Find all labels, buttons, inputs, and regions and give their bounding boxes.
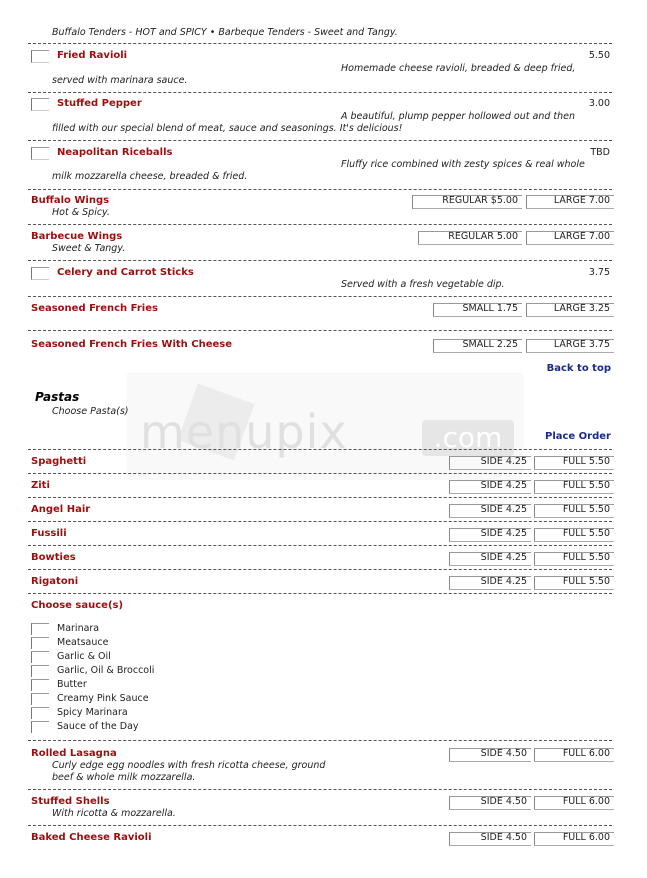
- checkbox[interactable]: [31, 50, 49, 63]
- item-option: SMALL 2.25: [462, 339, 518, 350]
- item-desc: Sweet & Tangy.: [52, 243, 126, 254]
- checkbox[interactable]: [31, 147, 49, 160]
- pasta-full-price: FULL 5.50: [562, 552, 610, 563]
- divider: [28, 521, 612, 522]
- divider: [28, 260, 612, 261]
- sauce-label: Spicy Marinara: [57, 707, 128, 718]
- pasta-name: Ziti: [31, 480, 50, 491]
- sauce-checkbox[interactable]: [31, 721, 49, 733]
- item-option: SIDE 4.50: [480, 832, 527, 843]
- item-name: Fried Ravioli: [57, 50, 128, 61]
- intro-text: Buffalo Tenders - HOT and SPICY • Barbeque Tenders - Sweet and Tangy.: [52, 27, 398, 38]
- section-heading: Pastas: [35, 390, 80, 404]
- divider: [28, 473, 612, 474]
- item-option: LARGE 7.00: [553, 195, 610, 206]
- sauce-label: Meatsauce: [57, 637, 109, 648]
- item-option: REGULAR 5.00: [448, 231, 518, 242]
- pasta-full-price: FULL 5.50: [562, 456, 610, 467]
- item-name: Seasoned French Fries With Cheese: [31, 339, 233, 350]
- item-name: Barbecue Wings: [31, 231, 123, 242]
- item-price: TBD: [590, 147, 610, 158]
- divider: [28, 92, 612, 93]
- pasta-full-price: FULL 5.50: [562, 528, 610, 539]
- divider: [28, 569, 612, 570]
- divider: [28, 330, 612, 331]
- item-option: LARGE 3.75: [553, 339, 610, 350]
- sauce-checkbox[interactable]: [31, 679, 49, 691]
- pasta-full-price: FULL 5.50: [562, 576, 610, 587]
- item-desc: milk mozzarella cheese, breaded & fried.: [52, 171, 248, 182]
- item-desc: served with marinara sauce.: [52, 75, 188, 86]
- divider: [28, 497, 612, 498]
- item-price: 3.00: [588, 98, 610, 109]
- pasta-full-price: FULL 5.50: [562, 504, 610, 515]
- watermark-com: .com: [422, 420, 514, 456]
- checkbox[interactable]: [31, 98, 49, 111]
- pasta-full-price: FULL 5.50: [562, 480, 610, 491]
- watermark-text: menupix: [140, 405, 348, 459]
- item-desc: beef & whole milk mozzarella.: [52, 772, 196, 783]
- item-option: FULL 6.00: [562, 832, 610, 843]
- divider: [28, 296, 612, 297]
- item-name: Baked Cheese Ravioli: [31, 832, 152, 843]
- item-option: LARGE 7.00: [553, 231, 610, 242]
- divider: [28, 140, 612, 141]
- item-desc: Curly edge egg noodles with fresh ricotta cheese, ground: [52, 760, 326, 771]
- sauce-label: Garlic, Oil & Broccoli: [57, 665, 155, 676]
- item-option: FULL 6.00: [562, 748, 610, 759]
- item-desc: A beautiful, plump pepper hollowed out and then: [341, 111, 576, 122]
- section-subheading: Choose Pasta(s): [52, 406, 129, 417]
- divider: [28, 43, 612, 44]
- pasta-name: Fussili: [31, 528, 67, 539]
- place-order-link[interactable]: Place Order: [544, 431, 611, 442]
- sauce-checkbox[interactable]: [31, 707, 49, 719]
- pasta-side-price: SIDE 4.25: [480, 456, 527, 467]
- item-option: FULL 6.00: [562, 796, 610, 807]
- item-option: LARGE 3.25: [553, 303, 610, 314]
- item-name: Stuffed Pepper: [57, 98, 142, 109]
- sauce-label: Creamy Pink Sauce: [57, 693, 149, 704]
- pasta-name: Spaghetti: [31, 456, 87, 467]
- sauce-label: Marinara: [57, 623, 100, 634]
- pasta-side-price: SIDE 4.25: [480, 480, 527, 491]
- divider: [28, 189, 612, 190]
- divider: [28, 449, 612, 450]
- sauce-checkbox[interactable]: [31, 665, 49, 677]
- item-name: Seasoned French Fries: [31, 303, 158, 314]
- divider: [28, 740, 612, 741]
- item-desc: With ricotta & mozzarella.: [52, 808, 176, 819]
- item-name: Rolled Lasagna: [31, 748, 117, 759]
- divider: [28, 545, 612, 546]
- divider: [28, 593, 612, 594]
- item-desc: Homemade cheese ravioli, breaded & deep fried,: [341, 63, 576, 74]
- pasta-name: Rigatoni: [31, 576, 79, 587]
- item-desc: Served with a fresh vegetable dip.: [341, 279, 505, 290]
- checkbox[interactable]: [31, 267, 49, 280]
- sauce-checkbox[interactable]: [31, 637, 49, 649]
- item-desc: filled with our special blend of meat, sauce and seasonings. It's delicious!: [52, 123, 403, 134]
- sauce-checkbox[interactable]: [31, 651, 49, 663]
- sauce-label: Butter: [57, 679, 87, 690]
- item-desc: Hot & Spicy.: [52, 207, 110, 218]
- sauce-heading: Choose sauce(s): [31, 600, 124, 611]
- divider: [28, 224, 612, 225]
- pasta-side-price: SIDE 4.25: [480, 504, 527, 515]
- item-name: Stuffed Shells: [31, 796, 110, 807]
- item-price: 3.75: [588, 267, 610, 278]
- item-option: SMALL 1.75: [462, 303, 518, 314]
- item-name: Celery and Carrot Sticks: [57, 267, 194, 278]
- pasta-side-price: SIDE 4.25: [480, 552, 527, 563]
- item-desc: Fluffy rice combined with zesty spices & real whole: [341, 159, 585, 170]
- item-option: REGULAR $5.00: [442, 195, 518, 206]
- sauce-label: Garlic & Oil: [57, 651, 111, 662]
- divider: [28, 825, 612, 826]
- sauce-checkbox[interactable]: [31, 693, 49, 705]
- item-option: SIDE 4.50: [480, 748, 527, 759]
- sauce-checkbox[interactable]: [31, 623, 49, 635]
- item-name: Buffalo Wings: [31, 195, 110, 206]
- pasta-side-price: SIDE 4.25: [480, 528, 527, 539]
- sauce-label: Sauce of the Day: [57, 721, 139, 732]
- pasta-name: Bowties: [31, 552, 76, 563]
- pasta-side-price: SIDE 4.25: [480, 576, 527, 587]
- item-option: SIDE 4.50: [480, 796, 527, 807]
- divider: [28, 789, 612, 790]
- pasta-name: Angel Hair: [31, 504, 91, 515]
- item-price: 5.50: [588, 50, 610, 61]
- item-name: Neapolitan Riceballs: [57, 147, 173, 158]
- back-to-top-link[interactable]: Back to top: [546, 363, 611, 374]
